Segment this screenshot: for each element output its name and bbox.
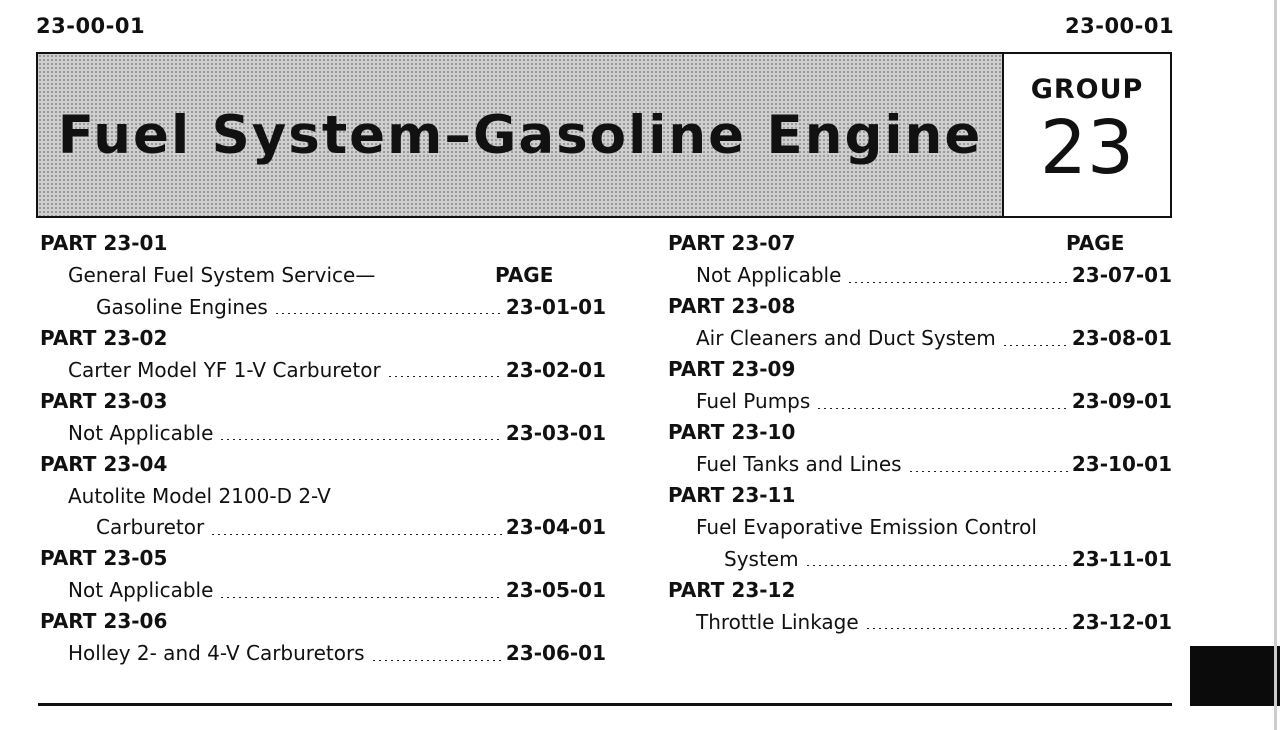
- dot-leader: [865, 627, 1068, 630]
- part-heading: PART 23-07: [668, 231, 796, 255]
- dot-leader: [210, 533, 502, 536]
- banner-title-box: [38, 54, 1004, 216]
- toc-left-column: [40, 228, 606, 669]
- group-number: 23: [1039, 105, 1135, 191]
- dot-leader: [1002, 344, 1068, 347]
- entry-page: 23-12-01: [1071, 609, 1172, 634]
- thumb-index-tab: [1190, 646, 1280, 706]
- part-heading: PART 23-11: [668, 483, 796, 507]
- entry-page: 23-03-01: [505, 420, 606, 445]
- part-heading: PART 23-04: [40, 451, 168, 476]
- entry-page: 23-11-01: [1071, 546, 1172, 571]
- entry-title: Not Applicable: [68, 578, 214, 603]
- dot-leader: [219, 438, 502, 441]
- page-edge: [1274, 0, 1277, 730]
- entry-title: Holley 2- and 4-V Carburetors: [68, 641, 365, 666]
- group-box: [1004, 54, 1170, 216]
- part-heading: PART 23-01: [40, 231, 168, 255]
- page-column-heading-right: PAGE: [1066, 231, 1125, 255]
- entry-page: 23-07-01: [1071, 263, 1172, 288]
- page-column-heading-left: PAGE: [495, 262, 554, 287]
- part-heading: PART 23-08: [668, 294, 796, 318]
- part-heading: PART 23-12: [668, 577, 796, 602]
- entry-page: 23-05-01: [505, 578, 606, 603]
- page-number-left: 23-00-01: [36, 14, 146, 38]
- part-heading: PART 23-09: [668, 357, 796, 381]
- entry-title: General Fuel System Service—: [68, 263, 376, 288]
- part-heading: PART 23-05: [40, 546, 168, 570]
- section-title: Fuel System–Gasoline Engine: [57, 104, 983, 166]
- entry-title: Fuel Evaporative Emission Control: [696, 515, 1037, 540]
- page-number-right: 23-00-01: [1065, 14, 1175, 38]
- entry-page: 23-04-01: [505, 515, 606, 540]
- entry-title: Throttle Linkage: [696, 609, 859, 634]
- entry-title: Carter Model YF 1-V Carburetor: [68, 357, 381, 382]
- entry-title: Air Cleaners and Duct System: [696, 326, 996, 351]
- dot-leader: [816, 407, 1068, 410]
- dot-leader: [219, 596, 502, 599]
- entry-page: 23-09-01: [1071, 389, 1172, 414]
- entry-title: Not Applicable: [696, 263, 842, 288]
- group-label: GROUP: [1030, 74, 1144, 105]
- entry-title: Not Applicable: [68, 420, 214, 445]
- entry-title: Fuel Pumps: [696, 389, 811, 414]
- entry-title: Fuel Tanks and Lines: [696, 452, 902, 477]
- entry-page: 23-02-01: [505, 357, 606, 382]
- part-heading: PART 23-03: [40, 388, 168, 413]
- entry-page: 23-10-01: [1071, 452, 1172, 477]
- section-banner: [36, 52, 1172, 218]
- dot-leader: [847, 281, 1068, 284]
- entry-page: 23-08-01: [1071, 326, 1172, 351]
- bottom-rule: [38, 703, 1172, 706]
- part-heading: PART 23-02: [40, 325, 168, 350]
- toc-right-column: [668, 228, 1172, 638]
- dot-leader: [805, 564, 1068, 567]
- dot-leader: [274, 312, 502, 315]
- part-heading: PART 23-10: [668, 420, 796, 444]
- entry-title: Gasoline Engines: [96, 294, 268, 319]
- entry-title: Carburetor: [96, 515, 205, 540]
- dot-leader: [371, 659, 502, 662]
- entry-page: 23-06-01: [505, 641, 606, 666]
- dot-leader: [908, 470, 1068, 473]
- part-heading: PART 23-06: [40, 609, 168, 633]
- entry-title: Autolite Model 2100-D 2-V: [68, 483, 331, 508]
- entry-page: 23-01-01: [505, 294, 606, 319]
- entry-title: System: [724, 546, 799, 571]
- dot-leader: [387, 375, 502, 378]
